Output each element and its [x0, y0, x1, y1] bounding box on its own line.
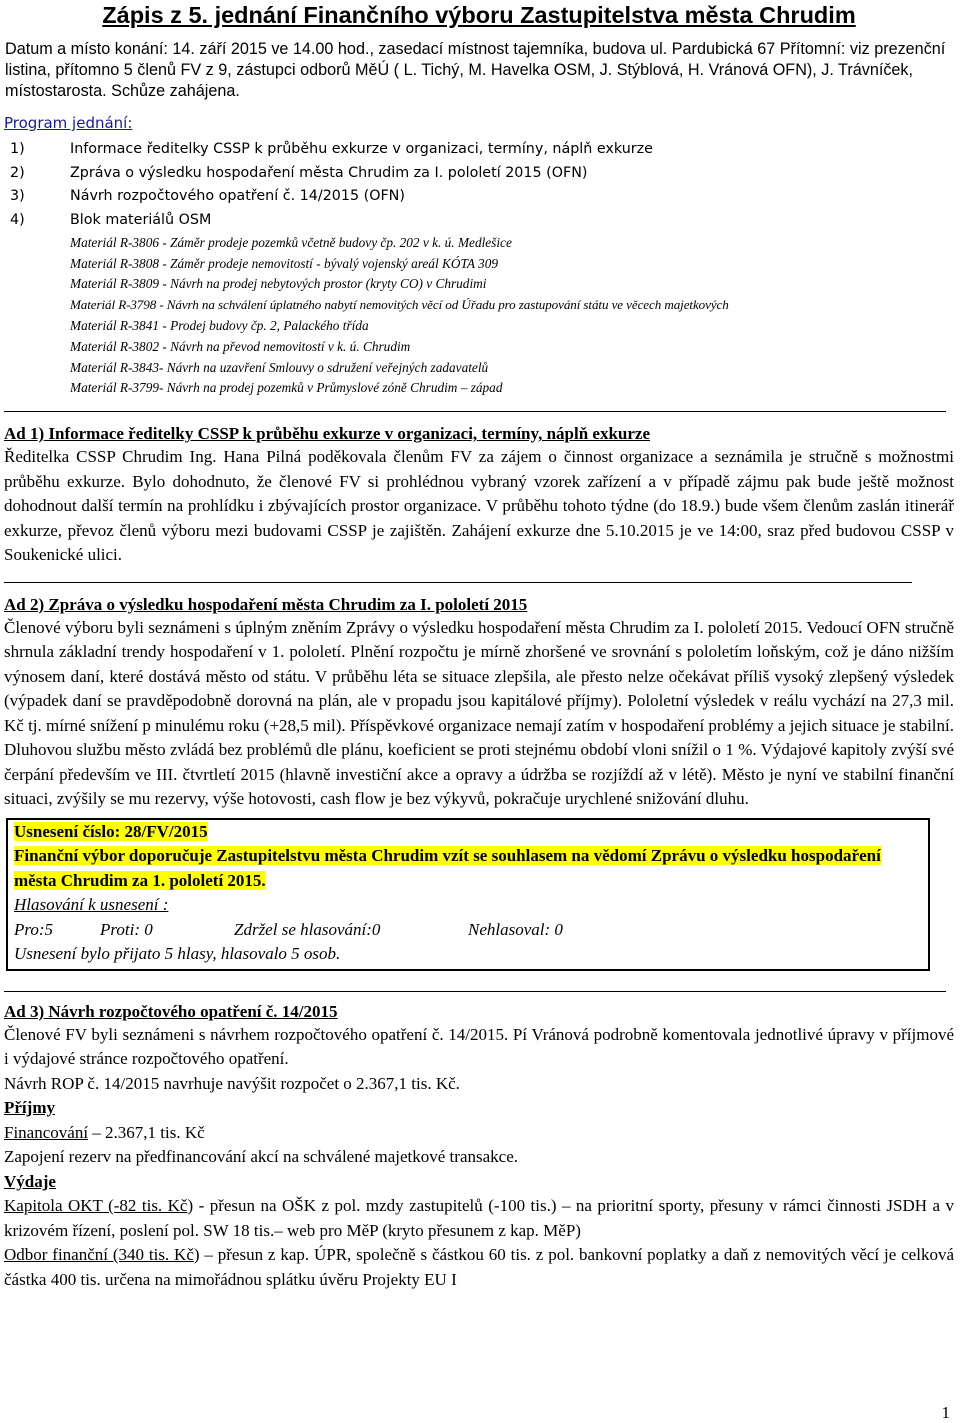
vote-results: [14, 918, 924, 943]
page-title: Zápis z 5. jednání Finančního výboru Zastupitelstva města Chrudim: [102, 2, 856, 28]
materials-list: [4, 233, 954, 399]
ad1-heading: Ad 1) Informace ředitelky CSSP k průběhu exkurze v organizaci, termíny, náplň exkurze: [4, 424, 650, 444]
ad3-body: Členové FV byli seznámeni s návrhem rozpočtového opatření č. 14/2015. Pí Vránová podrobně komentovala jednotlivé úpravy v příjmové i výdajové stránce rozpočtového opatření.: [4, 1024, 954, 1069]
vote-for: Pro:5: [14, 919, 54, 939]
vote-against: Proti: 0: [100, 919, 153, 939]
program-item: 2) Zpráva o výsledku hospodaření města Chrudim za I. pololetí 2015 (OFN): [10, 164, 588, 181]
section-divider: [4, 582, 912, 583]
page-number: 1: [941, 1403, 950, 1422]
resolution-number: Usnesení číslo: 28/FV/2015: [14, 821, 208, 841]
resolution-text: Finanční výbor doporučuje Zastupitelstvu města Chrudim vzít se souhlasem na vědomí Zprávu o výsledku hospodaření města Chrudim za 1. pololetí 2015.: [14, 846, 881, 890]
material-item: Materiál R-3798 - Návrh na schválení úplatného nabytí nemovitých věcí od Úřadu pro zastupování státu ve věcech majetkových: [70, 297, 729, 313]
material-item: Materiál R-3841 - Prodej budovy čp. 2, Palackého třída: [70, 318, 369, 333]
material-item: Materiál R-3806 - Záměr prodeje pozemků včetně budovy čp. 202 v k. ú. Medlešice: [70, 234, 512, 250]
ad3-heading: Ad 3) Návrh rozpočtového opatření č. 14/2015: [4, 1001, 338, 1021]
financing-line: Financování – 2.367,1 tis. Kč: [4, 1122, 205, 1142]
odbor-financni: Odbor finanční (340 tis. Kč) – přesun z kap. ÚPR, společně s částkou 60 tis. z pol. bankovní poplatky a daň z nemovitých věcí je celková částka 400 tis. určena na mimořádnou splátku úvěru Projekty EU I: [4, 1245, 954, 1289]
document-page: [4, 0, 954, 1292]
financing-description: Zapojení rezerv na předfinancování akcí na schválené majetkové transakce.: [4, 1147, 518, 1167]
vote-abstain: Zdržel se hlasování:0: [234, 919, 381, 939]
section-divider: [4, 991, 946, 992]
resolution-result: Usnesení bylo přijato 5 hlasy, hlasovalo 5 osob.: [14, 944, 341, 964]
program-item: 1) Informace ředitelky CSSP k průběhu exkurze v organizaci, termíny, náplň exkurze: [10, 141, 653, 157]
program-list: [4, 138, 954, 233]
material-item: Materiál R-3808 - Záměr prodeje nemovitostí - bývalý vojenský areál KÓTA 309: [70, 255, 499, 271]
material-item: Materiál R-3802 - Návrh na převod nemovitostí v k. ú. Chrudim: [70, 338, 411, 354]
ad1-body: Ředitelka CSSP Chrudim Ing. Hana Pilná poděkovala členům FV za zájem o činnost organizace a seznámila je stručně s možnostmi průběhu exkurze. Bylo dohodnuto, že členové FV si prohlédnou vybraný vzorek zařízení a v případě zájmu pak bude ještě možnost dohodnout další termín na prohlídku i zbývajících prostor organizace. V průběhu tohoto týdne (do 18.9.) bude všem členům zaslán itinerář exkurze, převoz členů výboru mezi budovami CSSP je zajištěn. Zahájení exkurze dne 5.10.2015 je ve 14:00, sraz před budovou CSSP v Soukenické ulici.: [4, 447, 954, 565]
material-item: Materiál R-3799- Návrh na prodej pozemků v Průmyslové zóně Chrudim – západ: [70, 380, 503, 396]
ad3-rop-summary: Návrh ROP č. 14/2015 navrhuje navýšit rozpočet o 2.367,1 tis. Kč.: [4, 1073, 460, 1093]
expense-heading: Výdaje: [4, 1171, 56, 1191]
kapitola-okt: Kapitola OKT (-82 tis. Kč) - přesun na OŠK z pol. mzdy zastupitelů (-100 tis.) – na prioritní sporty, přesuny v rámci činnosti JSDH a v krizovém řízení, poslení pol. SW 18 tis.– web pro MěP (kryto přesunem z kap. MěP): [4, 1196, 954, 1240]
ad2-heading: Ad 2) Zpráva o výsledku hospodaření města Chrudim za I. pololetí 2015: [4, 594, 528, 614]
material-item: Materiál R-3843- Návrh na uzavření Smlouvy o sdružení veřejných zadavatelů: [70, 359, 489, 375]
vote-not-voted: Nehlasoval: 0: [468, 919, 563, 939]
material-item: Materiál R-3809 - Návrh na prodej nebytových prostor (kryty CO) v Chrudimi: [70, 276, 487, 292]
program-item: 3) Návrh rozpočtového opatření č. 14/2015 (OFN): [10, 188, 405, 205]
meeting-info: Datum a místo konání: 14. září 2015 ve 14.00 hod., zasedací místnost tajemníka, budova ul. Pardubická 67 Přítomní: viz prezenční listina, přítomno 5 členů FV z 9, zástupci odborů MěÚ ( L. Tichý, M. Havelka OSM, J. Stýblová, H. Vránová OFN), J. Trávníček, místostarosta. Schůze zahájena.: [5, 40, 946, 100]
resolution-box: [6, 818, 930, 971]
ad2-body: Členové výboru byli seznámeni s úplným zněním Zprávy o výsledku hospodaření města Chrudim za I. pololetí 2015. Vedoucí OFN stručně shrnula základní trendy hospodaření v 1. pololetí. Plnění rozpočtu je mírně zhoršené ve srovnání s pololetím loňským, což je dáno nižším výnosem daní, které dostává město od státu. V průběhu léta se situace zlepšila, ale přesto nelze očekávat příliš vysoký zlepšený výsledek (výpadek daní se pravděpodobně dorovná na plán, ale v propadu jsou kapitálové příjmy). Pololetní výsledek v reálu vychází na 27,3 mil. Kč tj. mírné snížení p minulému roku (+28,5 mil). Příspěvkové organizace nemají zatím v hospodaření problémy a jejich situace je stabilní. Dluhovou službu město zvládá bez problémů dle plánu, koeficient se proti stejnému období vloni snížil o 1 %. Výdajové kapitoly zvýší své čerpání především ve III. čtvrtletí 2015 (hlavně investiční akce a opravy a údržba se rozjíždí až v létě). Město je nyní ve stabilní finanční situaci, zvýšily se mu rezervy, výše hotovosti, cash flow je bez výkyvů, pokračuje urychlené snižování dluhu.: [4, 617, 954, 809]
vote-label: Hlasování k usnesení :: [14, 895, 169, 915]
income-heading: Příjmy: [4, 1098, 55, 1118]
program-heading: Program jednání:: [4, 114, 133, 132]
program-item: 4) Blok materiálů OSM: [10, 212, 212, 229]
section-divider: [4, 411, 946, 412]
